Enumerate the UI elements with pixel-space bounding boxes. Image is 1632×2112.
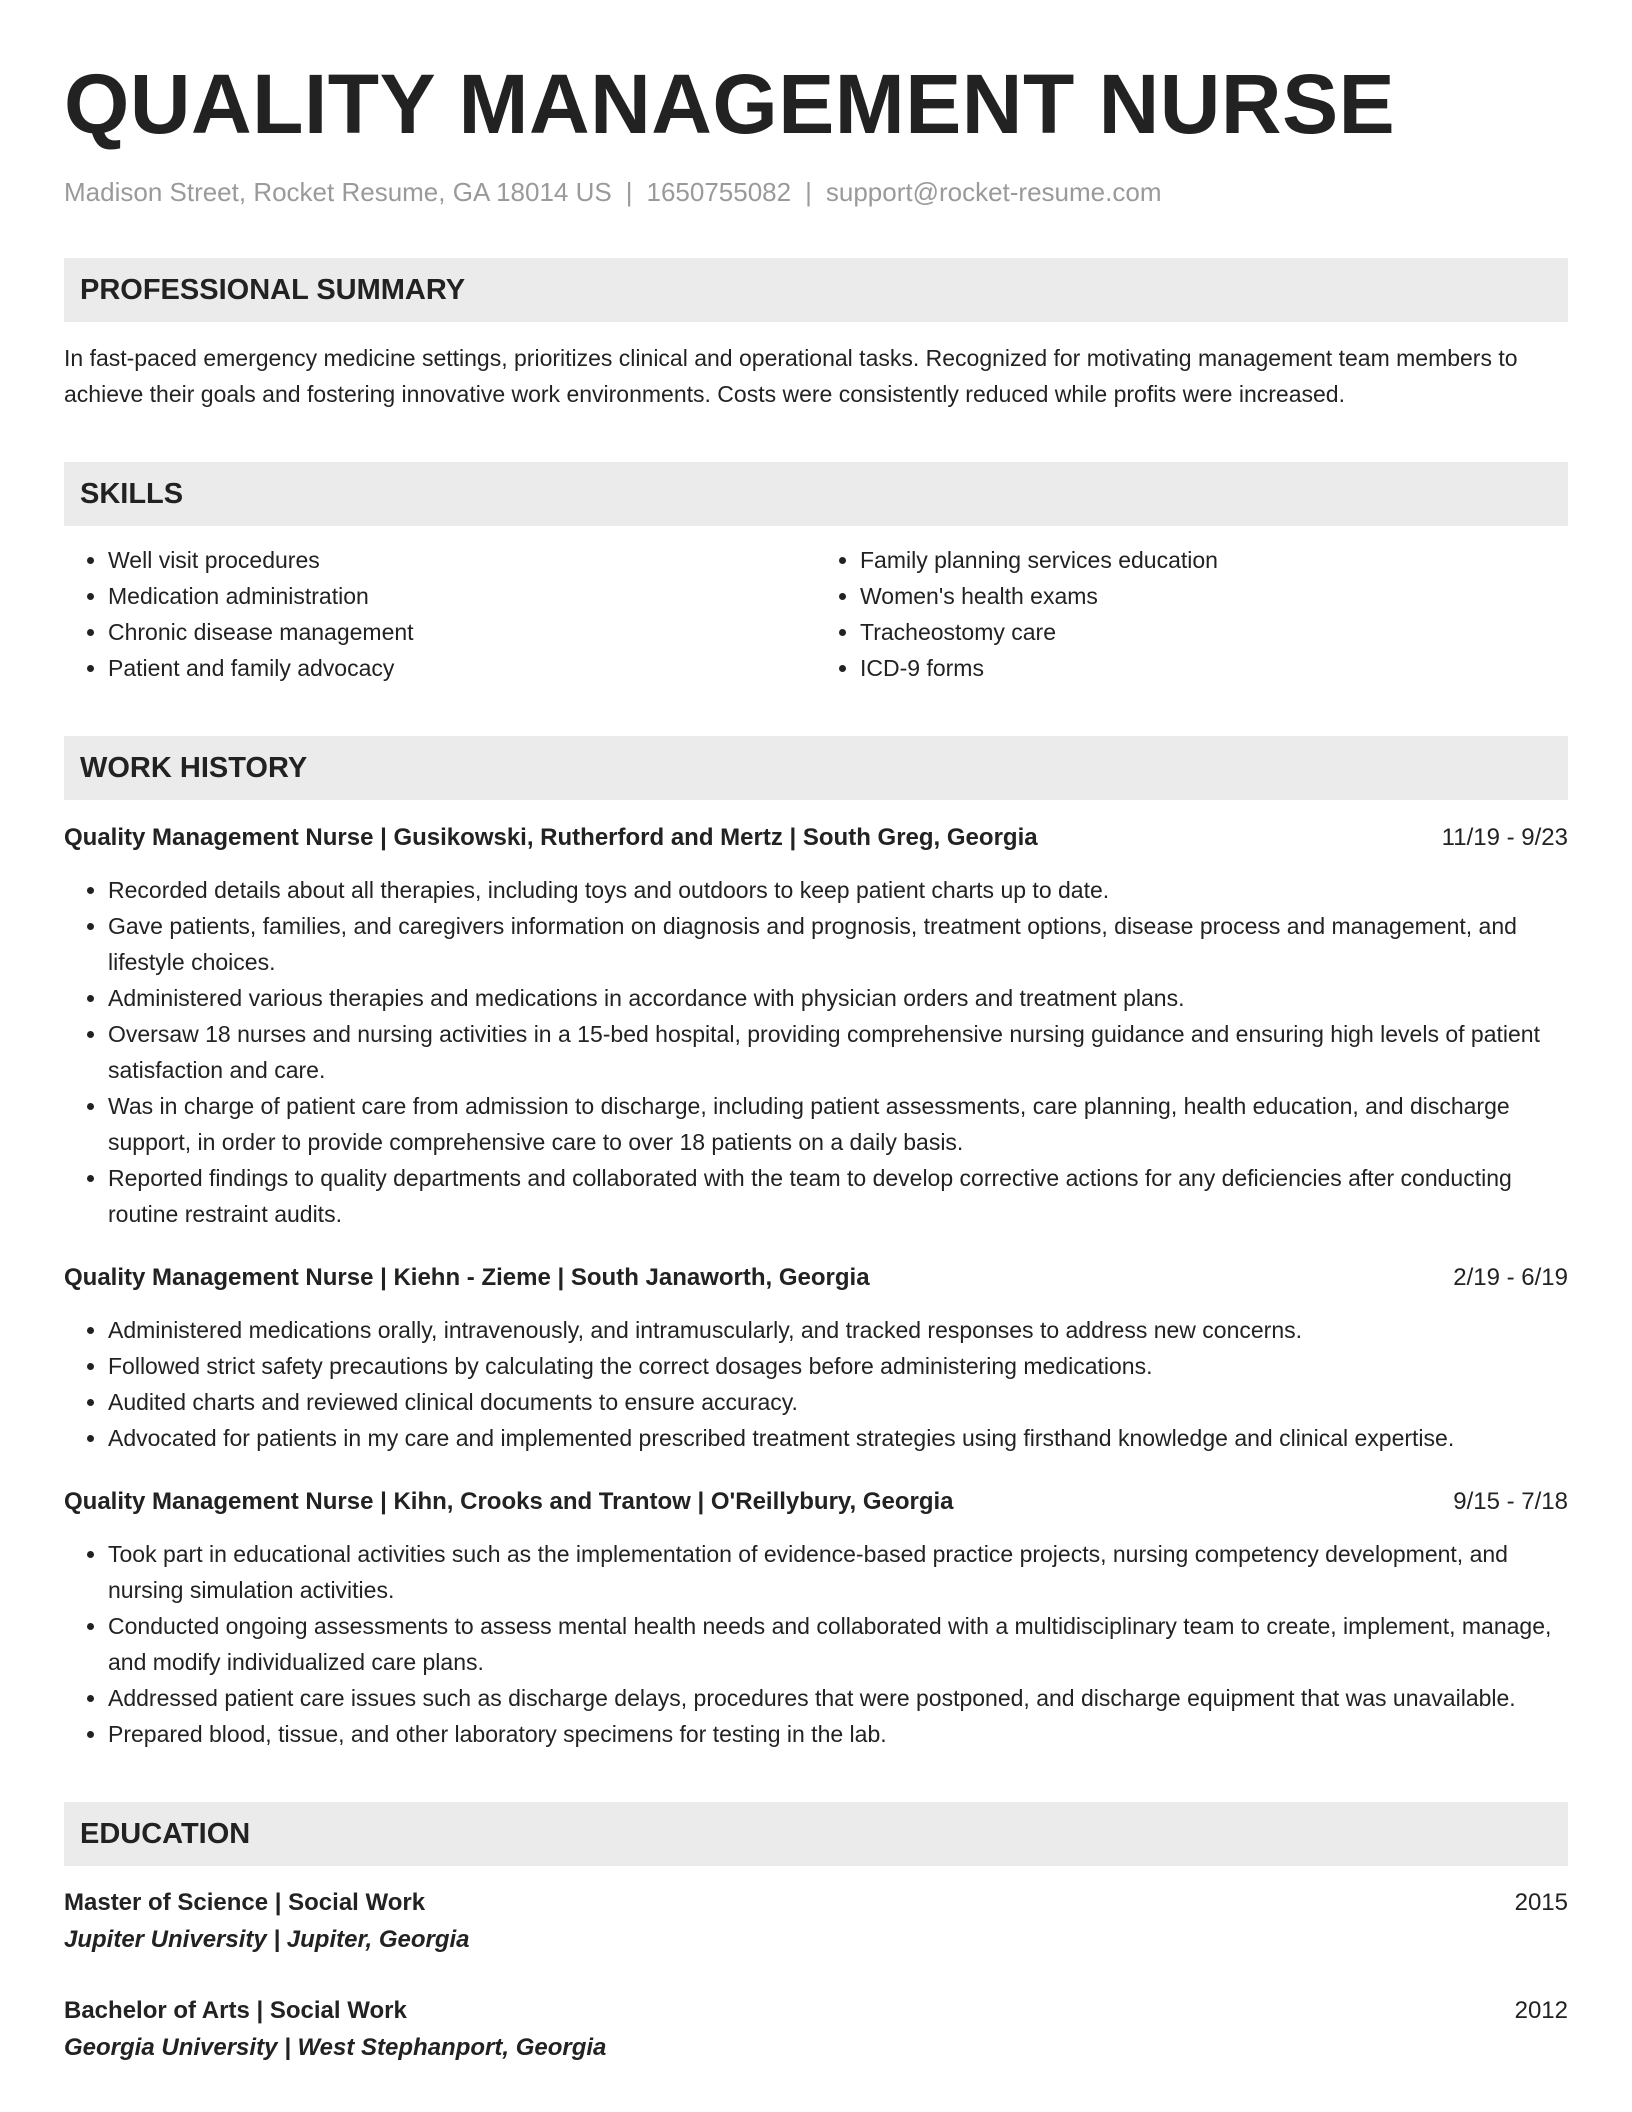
summary-text: In fast-paced emergency medicine settings, prioritizes clinical and operational tasks. Recognized for motivating management team members to achieve their goals and fostering innovative work environments. Costs were consistently reduced while profits were increased. xyxy=(64,345,1518,407)
contact-email: support@rocket-resume.com xyxy=(825,177,1162,207)
skills-column-right xyxy=(816,542,1568,686)
education-entry xyxy=(64,1884,1568,1958)
job-bullet: • Administered various therapies and medications in accordance with physician orders and treatment plans. xyxy=(108,980,1568,1016)
job-bullet: • Addressed patient care issues such as discharge delays, procedures that were postponed, and discharge equipment that was unavailable. xyxy=(108,1680,1568,1716)
job-bullet: • Was in charge of patient care from admission to discharge, including patient assessments, care planning, health education, and discharge support, in order to provide comprehensive care to over 18 patients on a daily basis. xyxy=(108,1088,1568,1160)
summary-heading: PROFESSIONAL SUMMARY xyxy=(64,258,1568,322)
education-header xyxy=(64,1992,1568,2030)
job-title: Quality Management Nurse | Gusikowski, Rutherford and Mertz | South Greg, Georgia xyxy=(64,824,1038,851)
job-bullets xyxy=(64,1312,1568,1456)
job-title: Quality Management Nurse | Kiehn - Zieme | South Janaworth, Georgia xyxy=(64,1264,870,1291)
job-bullet: • Advocated for patients in my care and implemented prescribed treatment strategies using firsthand knowledge and clinical expertise. xyxy=(108,1420,1568,1456)
education-heading: EDUCATION xyxy=(64,1802,1568,1866)
education-degree: Master of Science | Social Work xyxy=(64,1889,426,1916)
job-entry xyxy=(64,820,1568,1232)
job-dates: 2/19 - 6/19 xyxy=(1453,1264,1568,1291)
education-header xyxy=(64,1884,1568,1922)
contact-separator: | xyxy=(805,177,812,207)
resume-content xyxy=(64,58,1568,2066)
job-entry xyxy=(64,1260,1568,1456)
skill-item: • Chronic disease management xyxy=(108,614,816,650)
job-bullet: • Recorded details about all therapies, including toys and outdoors to keep patient charts up to date. xyxy=(108,872,1568,908)
candidate-name: QUALITY MANAGEMENT NURSE xyxy=(64,57,1396,151)
skills-column-left xyxy=(64,542,816,686)
contact-line xyxy=(64,176,1568,208)
job-bullet: • Followed strict safety precautions by calculating the correct dosages before administering medications. xyxy=(108,1348,1568,1384)
education-degree: Bachelor of Arts | Social Work xyxy=(64,1997,407,2024)
job-bullet: • Took part in educational activities such as the implementation of evidence-based practice projects, nursing competency development, and nursing simulation activities. xyxy=(108,1536,1568,1608)
job-bullet: • Administered medications orally, intravenously, and intramuscularly, and tracked responses to address new concerns. xyxy=(108,1312,1568,1348)
job-header xyxy=(64,1484,1568,1520)
education-year: 2012 xyxy=(1514,1997,1568,2024)
job-dates: 11/19 - 9/23 xyxy=(1441,824,1568,851)
work-history-heading: WORK HISTORY xyxy=(64,736,1568,800)
job-dates: 9/15 - 7/18 xyxy=(1453,1488,1568,1515)
skill-item: • Tracheostomy care xyxy=(860,614,1568,650)
job-bullets xyxy=(64,872,1568,1232)
contact-address: Madison Street, Rocket Resume, GA 18014 US xyxy=(64,177,612,207)
job-bullet: • Audited charts and reviewed clinical documents to ensure accuracy. xyxy=(108,1384,1568,1420)
job-header xyxy=(64,820,1568,856)
job-bullet: • Gave patients, families, and caregivers information on diagnosis and prognosis, treatment options, disease process and management, and lifestyle choices. xyxy=(108,908,1568,980)
job-bullet: • Conducted ongoing assessments to assess mental health needs and collaborated with a multidisciplinary team to create, implement, manage, and modify individualized care plans. xyxy=(108,1608,1568,1680)
job-bullets xyxy=(64,1536,1568,1752)
skill-item: • Medication administration xyxy=(108,578,816,614)
job-header xyxy=(64,1260,1568,1296)
education-entry xyxy=(64,1992,1568,2066)
skill-item: • Family planning services education xyxy=(860,542,1568,578)
skills-heading: SKILLS xyxy=(64,462,1568,526)
contact-phone: 1650755082 xyxy=(646,177,792,207)
skill-item: • Women's health exams xyxy=(860,578,1568,614)
contact-separator: | xyxy=(625,177,633,207)
job-entry xyxy=(64,1484,1568,1752)
job-bullet: • Reported findings to quality departments and collaborated with the team to develop corrective actions for any deficiencies after conducting routine restraint audits. xyxy=(108,1160,1568,1232)
job-bullet: • Oversaw 18 nurses and nursing activities in a 15-bed hospital, providing comprehensive nursing guidance and ensuring high levels of patient satisfaction and care. xyxy=(108,1016,1568,1088)
skills-list xyxy=(64,542,1568,686)
education-year: 2015 xyxy=(1514,1889,1568,1916)
skill-item: • Well visit procedures xyxy=(108,542,816,578)
skill-item: • ICD-9 forms xyxy=(860,650,1568,686)
education-school: Jupiter University | Jupiter, Georgia xyxy=(64,1926,470,1953)
job-bullet: • Prepared blood, tissue, and other laboratory specimens for testing in the lab. xyxy=(108,1716,1568,1752)
job-title: Quality Management Nurse | Kihn, Crooks and Trantow | O'Reillybury, Georgia xyxy=(64,1488,954,1515)
skill-item: • Patient and family advocacy xyxy=(108,650,816,686)
education-school: Georgia University | West Stephanport, Georgia xyxy=(64,2034,607,2061)
